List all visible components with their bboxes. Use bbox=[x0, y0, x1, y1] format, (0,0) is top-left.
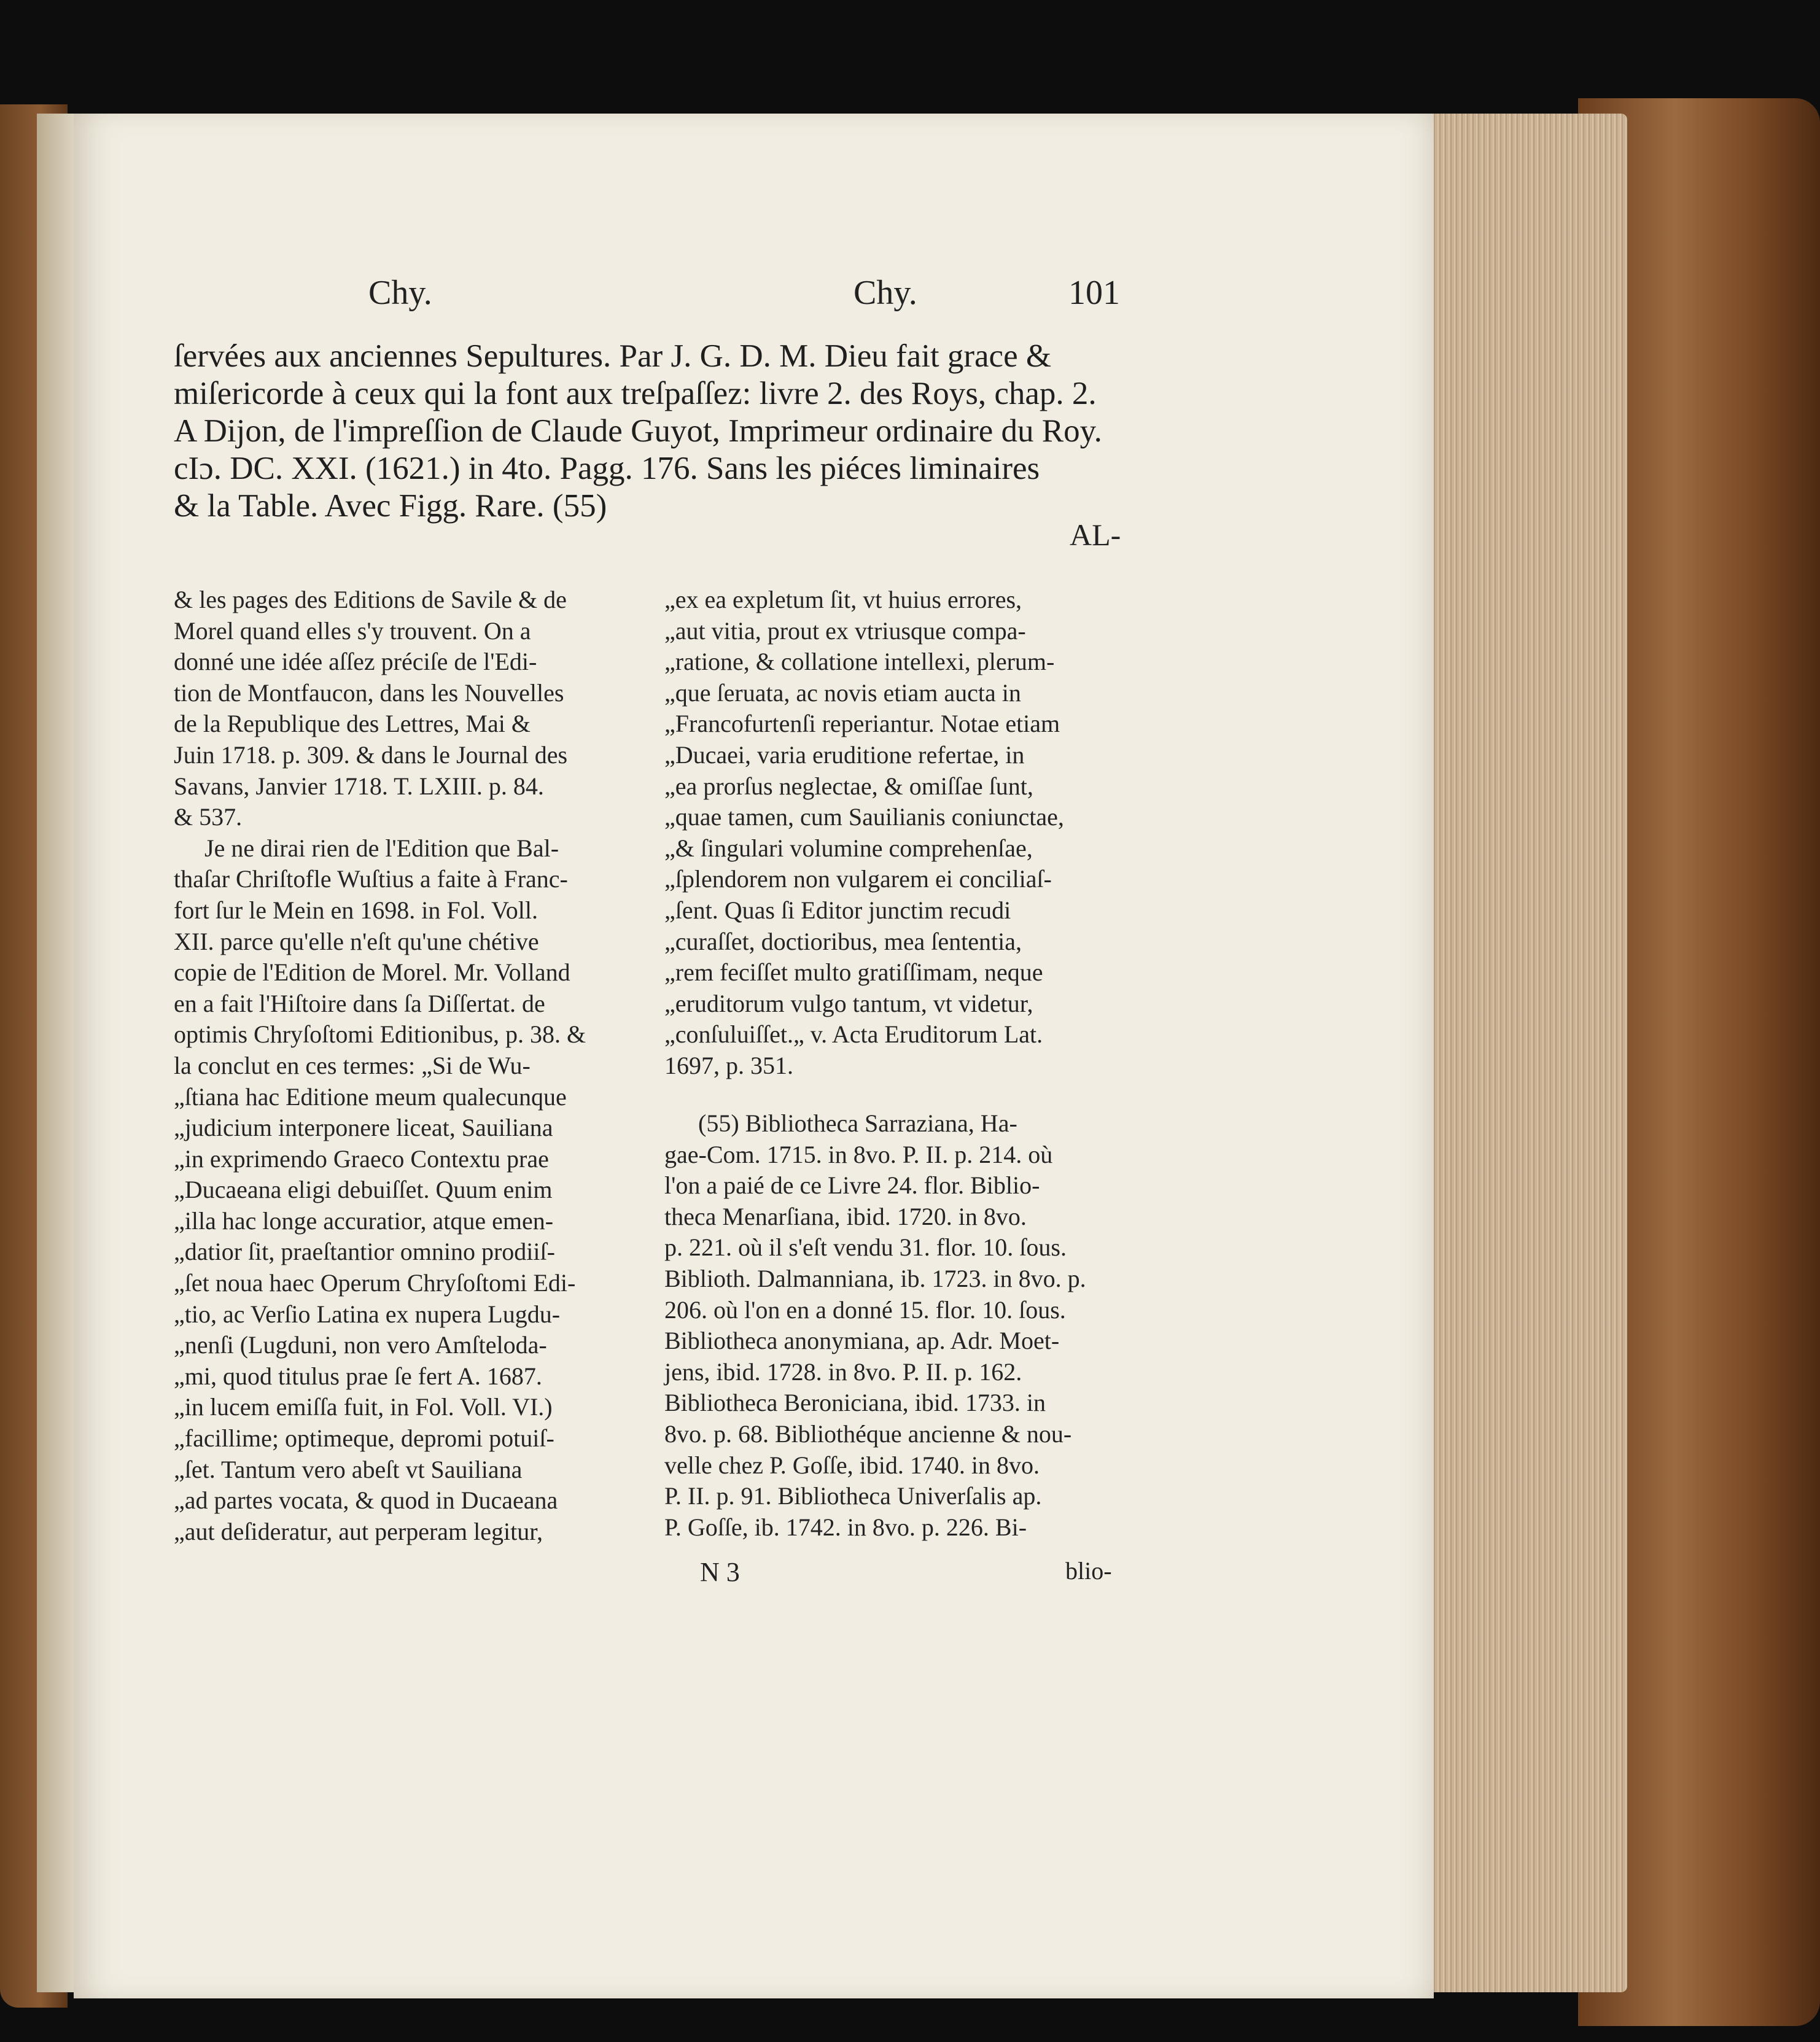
text-line: „aut vitia, prout ex vtriusque compa- bbox=[664, 616, 1026, 645]
text-line: A Dijon, de l'impreſſion de Claude Guyot, Imprimeur ordinaire du Roy. bbox=[174, 413, 1102, 449]
text-line: optimis Chryſoſtomi Editionibus, p. 38. & bbox=[174, 1020, 586, 1049]
text-line: „judicium interponere liceat, Sauiliana bbox=[174, 1114, 553, 1142]
text-line: jens, ibid. 1728. in 8vo. P. II. p. 162. bbox=[664, 1357, 1022, 1386]
catchword-top: AL- bbox=[1070, 518, 1121, 552]
text-line: P. Goſſe, ib. 1742. in 8vo. p. 226. Bi- bbox=[664, 1513, 1027, 1541]
text-line: „illa hac longe accuratior, atque emen- bbox=[174, 1206, 554, 1235]
page-edges bbox=[1431, 114, 1627, 1992]
text-line: Biblioth. Dalmanniana, ib. 1723. in 8vo. p. bbox=[664, 1264, 1086, 1292]
text-line: gae-Com. 1715. in 8vo. P. II. p. 214. où bbox=[664, 1140, 1053, 1168]
catchword-bottom: blio- bbox=[1065, 1557, 1112, 1585]
text-line: „que ſeruata, ac novis etiam aucta in bbox=[664, 678, 1021, 707]
text-line: „tio, ac Verſio Latina ex nupera Lugdu- bbox=[174, 1300, 561, 1328]
right-column-quote bbox=[664, 584, 1122, 1082]
text-line: en a fait l'Hiſtoire dans ſa Diſſertat. de bbox=[174, 989, 545, 1017]
text-line: thaſar Chriſtofle Wuſtius a faite à Franc- bbox=[174, 865, 568, 893]
text-line: P. II. p. 91. Bibliotheca Univerſalis ap. bbox=[664, 1482, 1042, 1510]
text-line: „ſplendorem non vulgarem ei conciliaſ- bbox=[664, 865, 1052, 893]
text-line: „ratione, & collatione intellexi, plerum- bbox=[664, 648, 1055, 676]
text-line: Savans, Janvier 1718. T. LXIII. p. 84. bbox=[174, 772, 544, 800]
text-line: „in exprimendo Graeco Contextu prae bbox=[174, 1144, 549, 1173]
text-line: „ſet. Tantum vero abeſt vt Sauiliana bbox=[174, 1455, 523, 1483]
running-head-center: Chy. bbox=[854, 274, 917, 312]
footnote-55 bbox=[664, 1108, 1122, 1543]
text-line: „ex ea expletum ſit, vt huius errores, bbox=[664, 586, 1022, 613]
text-line: fort ſur le Mein en 1698. in Fol. Voll. bbox=[174, 896, 538, 924]
text-line: „eruditorum vulgo tantum, vt videtur, bbox=[664, 989, 1033, 1017]
text-line: „curaſſet, doctioribus, mea ſententia, bbox=[664, 927, 1022, 955]
text-line: 1697, p. 351. bbox=[664, 1051, 793, 1079]
text-line: Je ne dirai rien de l'Edition que Bal- bbox=[204, 834, 559, 862]
text-line: & les pages des Editions de Savile & de bbox=[174, 586, 567, 613]
text-line: „aut deſideratur, aut perperam legitur, bbox=[174, 1517, 543, 1545]
text-line: miſericorde à ceux qui la font aux treſpaſſez: livre 2. des Roys, chap. 2. bbox=[174, 376, 1097, 411]
text-line: & la Table. Avec Figg. Rare. (55) bbox=[174, 488, 607, 524]
text-line: 8vo. p. 68. Bibliothéque ancienne & nou- bbox=[664, 1419, 1072, 1448]
text-line: 206. où l'on en a donné 15. flor. 10. ſous. bbox=[664, 1295, 1066, 1324]
text-line: Morel quand elles s'y trouvent. On a bbox=[174, 616, 531, 645]
text-line: „facillime; optimeque, depromi potuiſ- bbox=[174, 1424, 554, 1453]
text-line: „Ducaei, varia eruditione refertae, in bbox=[664, 740, 1025, 769]
text-line: de la Republique des Lettres, Mai & bbox=[174, 710, 531, 738]
text-line: „in lucem emiſſa fuit, in Fol. Voll. VI.) bbox=[174, 1393, 553, 1421]
text-line: Bibliotheca Beroniciana, ibid. 1733. in bbox=[664, 1389, 1046, 1417]
text-line: copie de l'Edition de Morel. Mr. Volland bbox=[174, 958, 570, 987]
left-column bbox=[174, 584, 634, 1547]
text-line: „ſent. Quas ſi Editor junctim recudi bbox=[664, 896, 1011, 924]
text-line: p. 221. où il s'eſt vendu 31. flor. 10. ſous. bbox=[664, 1233, 1067, 1262]
text-line: „rem feciſſet multo gratiſſimam, neque bbox=[664, 958, 1043, 987]
text-line: „ea prorſus neglectae, & omiſſae ſunt, bbox=[664, 772, 1033, 800]
text-line: „ſet noua haec Operum Chryſoſtomi Edi- bbox=[174, 1269, 576, 1297]
text-line: donné une idée aſſez préciſe de l'Edi- bbox=[174, 648, 537, 676]
text-line: tion de Montfaucon, dans les Nouvelles bbox=[174, 678, 564, 707]
text-line: „nenſi (Lugduni, non vero Amſteloda- bbox=[174, 1331, 547, 1359]
text-line: la conclut en ces termes: „Si de Wu- bbox=[174, 1051, 531, 1079]
text-line: cIɔ. DC. XXI. (1621.) in 4to. Pagg. 176. Sans les piéces liminaires bbox=[174, 451, 1040, 486]
text-line: ſervées aux anciennes Sepultures. Par J. G. D. M. Dieu fait grace & bbox=[174, 338, 1052, 374]
text-line: theca Menarſiana, ibid. 1720. in 8vo. bbox=[664, 1202, 1027, 1230]
text-line: Juin 1718. p. 309. & dans le Journal des bbox=[174, 740, 568, 769]
signature-mark: N 3 bbox=[700, 1557, 740, 1587]
text-line: „quae tamen, cum Sauilianis coniunctae, bbox=[664, 803, 1064, 831]
text-line: „ad partes vocata, & quod in Ducaeana bbox=[174, 1486, 558, 1515]
text-line: Bibliotheca anonymiana, ap. Adr. Moet- bbox=[664, 1327, 1060, 1355]
text-line: „& ſingulari volumine comprehenſae, bbox=[664, 834, 1033, 862]
page-number: 101 bbox=[1068, 274, 1120, 312]
text-line: „conſuluiſſet.„ v. Acta Eruditorum Lat. bbox=[664, 1020, 1043, 1049]
running-head-left: Chy. bbox=[368, 274, 432, 312]
text-line: & 537. bbox=[174, 803, 243, 831]
text-line: l'on a paié de ce Livre 24. flor. Biblio- bbox=[664, 1171, 1040, 1200]
text-line: „mi, quod titulus prae ſe fert A. 1687. bbox=[174, 1362, 542, 1390]
text-line: „Francofurtenſi reperiantur. Notae etiam bbox=[664, 710, 1060, 738]
text-line: (55) Bibliotheca Sarraziana, Ha- bbox=[698, 1109, 1017, 1137]
text-line: XII. parce qu'elle n'eſt qu'une chétive bbox=[174, 927, 539, 955]
text-line: velle chez P. Goſſe, ibid. 1740. in 8vo. bbox=[664, 1451, 1040, 1479]
continued-entry bbox=[174, 338, 1122, 525]
text-line: „Ducaeana eligi debuiſſet. Quum enim bbox=[174, 1176, 553, 1204]
text-line: „datior ſit, praeſtantior omnino prodiiſ- bbox=[174, 1238, 555, 1266]
text-line: „ſtiana hac Editione meum qualecunque bbox=[174, 1082, 567, 1111]
